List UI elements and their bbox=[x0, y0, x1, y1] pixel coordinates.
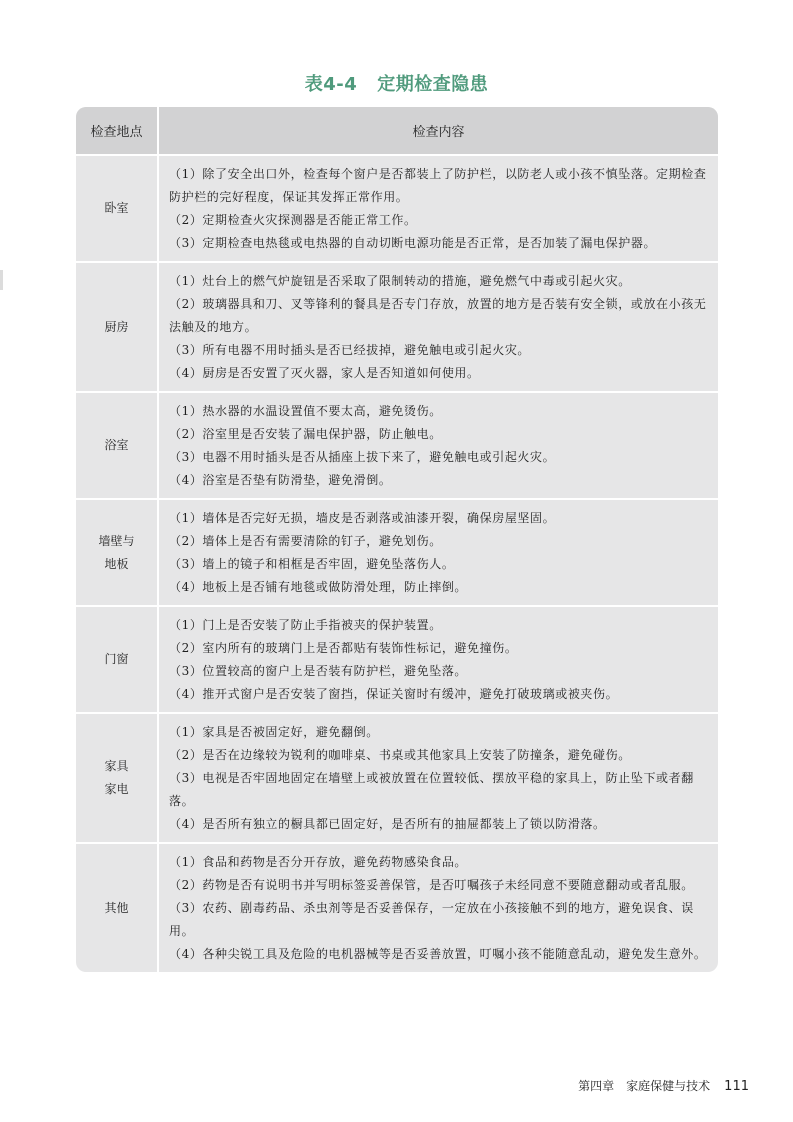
location-line: 浴室 bbox=[104, 438, 129, 452]
row-content bbox=[159, 500, 718, 605]
check-item: （4）浴室是否垫有防滑垫，避免滑倒。 bbox=[169, 473, 392, 487]
chapter-title: 第四章 家庭保健与技术 bbox=[578, 1079, 711, 1093]
row-content bbox=[159, 714, 718, 842]
location-line: 其他 bbox=[104, 900, 129, 915]
table-row bbox=[76, 842, 718, 972]
page-footer bbox=[578, 1077, 749, 1094]
row-location bbox=[76, 500, 159, 605]
page-edge-mark bbox=[0, 270, 3, 290]
table-number: 表4-4 bbox=[304, 74, 358, 95]
check-item: （1）灶台上的燃气炉旋钮是否采取了限制转动的措施，避免燃气中毒或引起火灾。 bbox=[169, 274, 631, 288]
page-number: 111 bbox=[724, 1079, 749, 1094]
check-item: （2）浴室里是否安装了漏电保护器，防止触电。 bbox=[169, 427, 442, 441]
table-row bbox=[76, 391, 718, 498]
table-row bbox=[76, 712, 718, 842]
check-item: （3）所有电器不用时插头是否已经拔掉，避免触电或引起火灾。 bbox=[169, 343, 531, 357]
check-item: （3）农药、剧毒药品、杀虫剂等是否妥善保存，一定放在小孩接触不到的地方，避免误食、误用。 bbox=[169, 901, 694, 938]
table-row bbox=[76, 261, 718, 391]
row-content bbox=[159, 607, 718, 712]
table-title bbox=[0, 70, 793, 96]
check-item: （1）门上是否安装了防止手指被夹的保护装置。 bbox=[169, 618, 442, 632]
check-item: （2）墙体上是否有需要清除的钉子，避免划伤。 bbox=[169, 534, 442, 548]
check-item: （1）除了安全出口外，检查每个窗户是否都装上了防护栏，以防老人或小孩不慎坠落。定期检查防护栏的完好程度，保证其发挥正常作用。 bbox=[169, 167, 707, 204]
row-content bbox=[159, 393, 718, 498]
check-item: （4）推开式窗户是否安装了窗挡，保证关窗时有缓冲，避免打破玻璃或被夹伤。 bbox=[169, 687, 619, 701]
check-item: （2）玻璃器具和刀、叉等锋利的餐具是否专门存放，放置的地方是否装有安全锁，或放在小孩无法触及的地方。 bbox=[169, 297, 707, 334]
check-item: （4）是否所有独立的橱具都已固定好，是否所有的抽屉都装上了锁以防滑落。 bbox=[169, 817, 606, 831]
check-item: （3）电视是否牢固地固定在墙壁上或被放置在位置较低、摆放平稳的家具上，防止坠下或者翻落。 bbox=[169, 771, 694, 808]
check-item: （4）厨房是否安置了灭火器，家人是否知道如何使用。 bbox=[169, 366, 480, 380]
table-row bbox=[76, 154, 718, 261]
header-content: 检查内容 bbox=[412, 125, 465, 140]
location-line: 卧室 bbox=[104, 201, 129, 215]
location-line: 地板 bbox=[104, 556, 129, 571]
table-header bbox=[76, 107, 718, 154]
row-location bbox=[76, 156, 159, 261]
check-item: （2）药物是否有说明书并写明标签妥善保管，是否叮嘱孩子未经同意不要随意翻动或者乱服。 bbox=[169, 878, 694, 892]
row-location bbox=[76, 714, 159, 842]
header-location: 检查地点 bbox=[76, 107, 159, 154]
check-item: （4）地板上是否铺有地毯或做防滑处理，防止摔倒。 bbox=[169, 580, 468, 594]
check-item: （1）热水器的水温设置值不要太高，避免烫伤。 bbox=[169, 404, 442, 418]
row-location bbox=[76, 607, 159, 712]
row-content bbox=[159, 844, 718, 972]
location-line: 家电 bbox=[104, 782, 129, 796]
table-row bbox=[76, 498, 718, 605]
location-line: 墙壁与 bbox=[98, 533, 135, 548]
check-item: （2）室内所有的玻璃门上是否都贴有装饰性标记，避免撞伤。 bbox=[169, 641, 518, 655]
check-item: （1）墙体是否完好无损，墙皮是否剥落或油漆开裂，确保房屋坚固。 bbox=[169, 511, 556, 525]
row-location bbox=[76, 844, 159, 972]
table-body bbox=[76, 154, 718, 972]
check-item: （2）定期检查火灾探测器是否能正常工作。 bbox=[169, 213, 417, 227]
row-content bbox=[159, 263, 718, 391]
hazard-check-table bbox=[76, 107, 718, 972]
check-item: （1）家具是否被固定好，避免翻倒。 bbox=[169, 725, 379, 739]
check-item: （3）墙上的镜子和相框是否牢固，避免坠落伤人。 bbox=[169, 557, 455, 571]
location-line: 家具 bbox=[104, 759, 129, 773]
check-item: （1）食品和药物是否分开存放，避免药物感染食品。 bbox=[169, 855, 468, 869]
check-item: （2）是否在边缘较为锐利的咖啡桌、书桌或其他家具上安装了防撞条，避免碰伤。 bbox=[169, 748, 631, 762]
check-item: （3）电器不用时插头是否从插座上拔下来了，避免触电或引起火灾。 bbox=[169, 450, 556, 464]
row-location bbox=[76, 263, 159, 391]
table-title-text: 定期检查隐患 bbox=[377, 74, 489, 95]
location-line: 厨房 bbox=[104, 319, 129, 334]
row-location bbox=[76, 393, 159, 498]
check-item: （4）各种尖锐工具及危险的电机器械等是否妥善放置，叮嘱小孩不能随意乱动，避免发生意外。 bbox=[169, 947, 707, 961]
table-row bbox=[76, 605, 718, 712]
check-item: （3）定期检查电热毯或电热器的自动切断电源功能是否正常，是否加装了漏电保护器。 bbox=[169, 236, 657, 250]
check-item: （3）位置较高的窗户上是否装有防护栏，避免坠落。 bbox=[169, 664, 468, 678]
location-line: 门窗 bbox=[104, 652, 129, 666]
row-content bbox=[159, 156, 718, 261]
